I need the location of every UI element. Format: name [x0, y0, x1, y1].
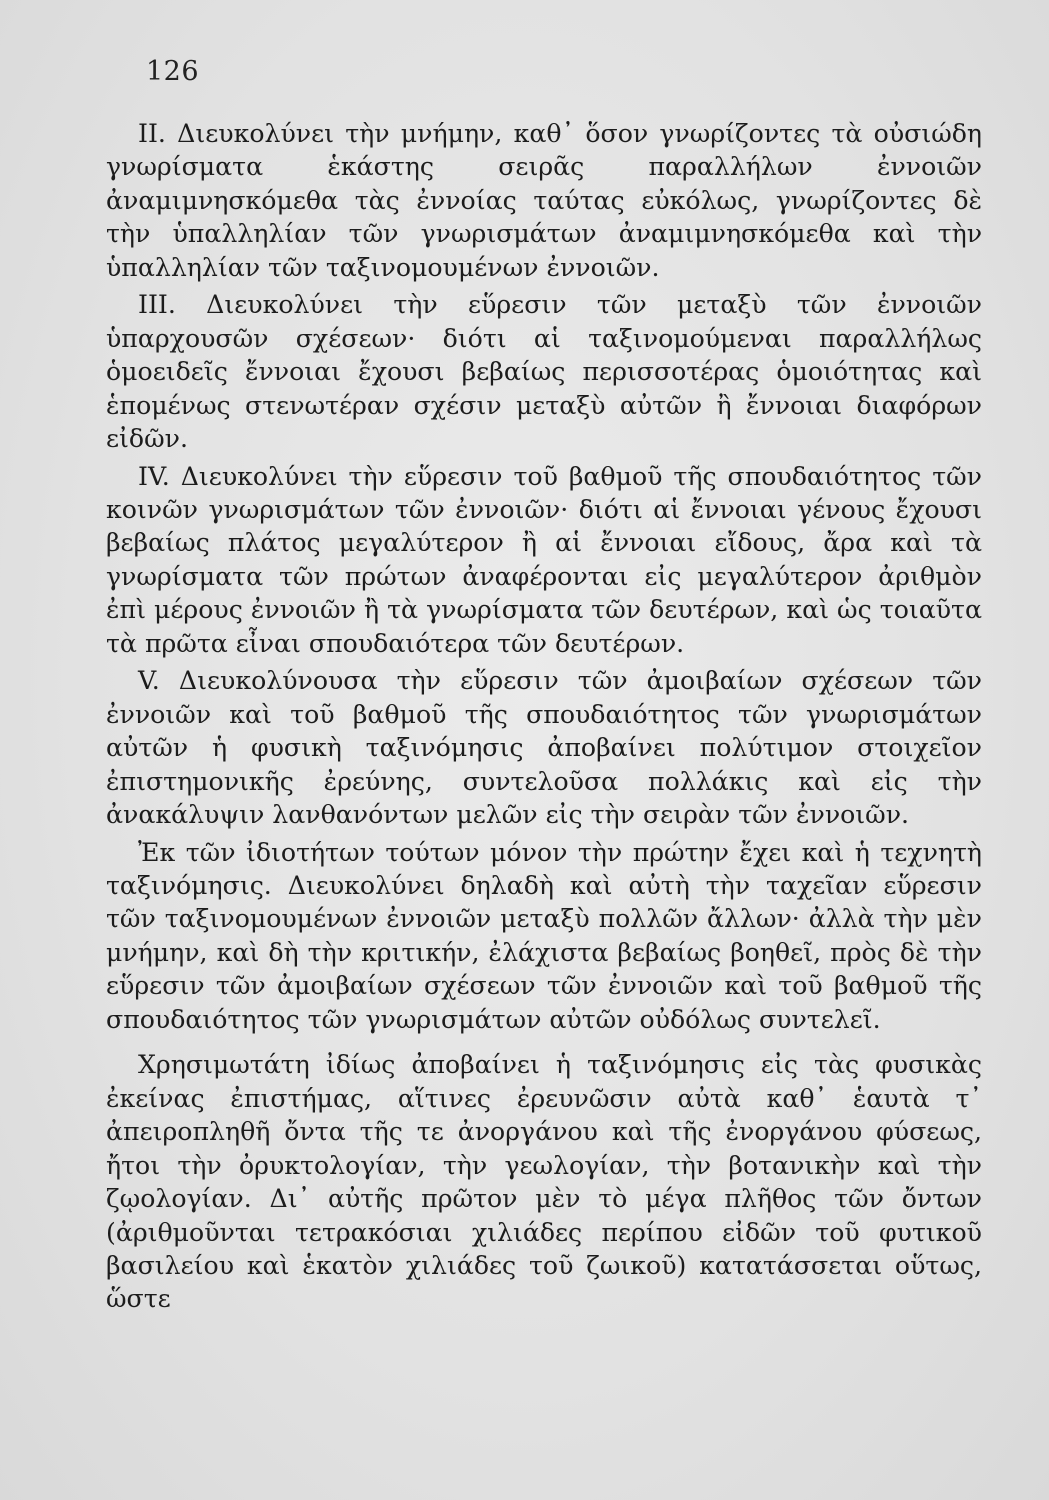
paragraph-iii: III. Διευκολύνει τὴν εὕρεσιν τῶν μεταξὺ τῶν ἐννοιῶν ὑπαρχουσῶν σχέσεων· διότι αἱ ταξινομούμεναι παραλλήλως ὁμοειδεῖς ἔννοιαι ἔχουσι βεβαίως περισσοτέρας ὁμοιότητας καὶ ἑπομένως στενωτέραν σχέσιν μεταξὺ αὐτῶν ἢ ἔννοιαι διαφόρων εἰδῶν. [106, 290, 982, 454]
paragraph-iv: IV. Διευκολύνει τὴν εὕρεσιν τοῦ βαθμοῦ τῆς σπουδαιότητος τῶν κοινῶν γνωρισμάτων τῶν ἐννοιῶν· διότι αἱ ἔννοιαι γένους ἔχουσι βεβαίως πλάτος μεγαλύτερον ἢ αἱ ἔννοιαι εἴδους, ἄρα καὶ τὰ γνωρίσματα τῶν πρώτων ἀναφέρονται εἰς μεγαλύτερον ἀριθμὸν ἐπὶ μέρους ἐννοιῶν ἢ τὰ γνωρίσματα τῶν δευτέρων, καὶ ὡς τοιαῦτα τὰ πρῶτα εἶναι σπουδαιότερα τῶν δευτέρων. [106, 461, 982, 658]
body-text [106, 117, 982, 1316]
page-number: 126 [146, 56, 200, 87]
paragraph-natural-sciences: Χρησιμωτάτη ἰδίως ἀποβαίνει ἡ ταξινόμησις εἰς τὰς φυσικὰς ἐκείνας ἐπιστήμας, αἵτινες ἐρευνῶσιν αὐτὰ καθ᾽ ἑαυτὰ τ᾽ ἀπειροπληθῆ ὄντα τῆς τε ἀνοργάνου καὶ τῆς ἐνοργάνου φύσεως, ἤτοι τὴν ὀρυκτολογίαν, τὴν γεωλογίαν, τὴν βοτανικὴν καὶ τὴν ζῳολογίαν. Δι᾽ αὐτῆς πρῶτον μὲν τὸ μέγα πλῆθος τῶν ὄντων (ἀριθμοῦνται τετρακόσιαι χιλιάδες περίπου εἰδῶν τοῦ φυτικοῦ βασιλείου καὶ ἑκατὸν χιλιάδες τοῦ ζωικοῦ) κατατάσσεται οὕτως, ὥστε [106, 1050, 982, 1314]
paragraph-technical-classification: Ἐκ τῶν ἰδιοτήτων τούτων μόνον τὴν πρώτην ἔχει καὶ ἡ τεχνητὴ ταξινόμησις. Διευκολύνει δηλαδὴ καὶ αὐτὴ τὴν ταχεῖαν εὕρεσιν τῶν ταξινομουμένων ἐννοιῶν μεταξὺ πολλῶν ἄλλων· ἀλλὰ τὴν μὲν μνήμην, καὶ δὴ τὴν κριτικήν, ἐλάχιστα βεβαίως βοηθεῖ, πρὸς δὲ τὴν εὕρεσιν τῶν ἀμοιβαίων σχέσεων τῶν ἐννοιῶν καὶ τοῦ βαθμοῦ τῆς σπουδαιότητος τῶν γνωρισμάτων αὐτῶν οὐδόλως συντελεῖ. [106, 837, 982, 1034]
paragraph-ii: II. Διευκολύνει τὴν μνήμην, καθ᾽ ὅσον γνωρίζοντες τὰ οὐσιώδη γνωρίσματα ἑκάστης σειρᾶς παραλλήλων ἐννοιῶν ἀναμιμνησκόμεθα τὰς ἐννοίας ταύτας εὐκόλως, γνωρίζοντες δὲ τὴν ὑπαλληλίαν τῶν γνωρισμάτων ἀναμιμνησκόμεθα καὶ τὴν ὑπαλληλίαν τῶν ταξινομουμένων ἐννοιῶν. [106, 119, 982, 282]
paragraph-v: V. Διευκολύνουσα τὴν εὕρεσιν τῶν ἀμοιβαίων σχέσεων τῶν ἐννοιῶν καὶ τοῦ βαθμοῦ τῆς σπουδαιότητος τῶν γνωρισμάτων αὐτῶν ἡ φυσικὴ ταξινόμησις ἀποβαίνει πολύτιμον στοιχεῖον ἐπιστημονικῆς ἐρεύνης, συντελοῦσα πολλάκις καὶ εἰς τὴν ἀνακάλυψιν λανθανόντων μελῶν εἰς τὴν σειρὰν τῶν ἐννοιῶν. [106, 666, 982, 830]
